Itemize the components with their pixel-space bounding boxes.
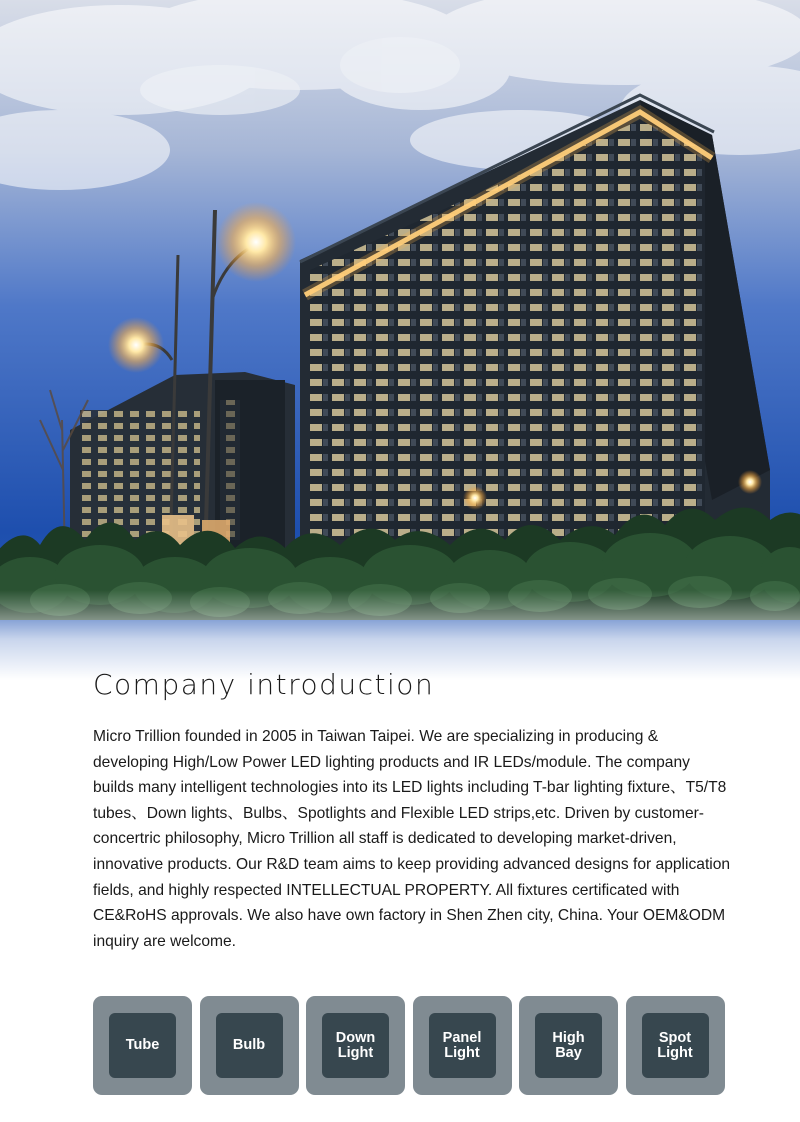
product-button-tube[interactable] <box>93 996 192 1095</box>
product-button-panel-light[interactable] <box>413 996 512 1095</box>
product-button-bulb[interactable] <box>200 996 299 1095</box>
product-label-spot-light: Spot Light <box>657 1029 693 1061</box>
product-nav <box>93 996 733 1096</box>
product-button-down-light[interactable] <box>306 996 405 1095</box>
page-title: Company introduction <box>93 668 435 701</box>
product-button-tube-inner[interactable] <box>109 1013 176 1078</box>
product-label-tube: Tube <box>125 1037 160 1053</box>
product-label-down-light: Down Light <box>335 1029 376 1061</box>
product-button-down-light-inner[interactable] <box>322 1013 389 1078</box>
product-button-high-bay[interactable] <box>519 996 618 1095</box>
company-intro-text: Micro Trillion founded in 2005 in Taiwan Taipei. We are specializing in producing & developing High/Low Power LED lighting products and IR LEDs/module. The company builds many intelligent technologies into its LED lights including T-bar lighting fixture、T5/T8 tubes、Down lights、Bulbs、Spotlights and Flexible LED strips,etc. Driven by customer-concertric philosophy, Micro Trillion all staff is dedicated to developing market-driven, innovative products. Our R&D team aims to keep providing advanced designs for application fields, and highly respected INTELLECTUAL PROPERTY. All fixtures certificated with CE&RoHS approvals. We also have own factory in Shen Zhen city, China. Your OEM&ODM inquiry are welcome. <box>93 728 731 950</box>
product-label-bulb: Bulb <box>232 1037 266 1053</box>
product-button-bulb-inner[interactable] <box>216 1013 283 1078</box>
product-label-panel-light: Panel Light <box>442 1029 482 1061</box>
product-button-spot-light[interactable] <box>626 996 725 1095</box>
product-button-high-bay-inner[interactable] <box>535 1013 602 1078</box>
product-button-spot-light-inner[interactable] <box>642 1013 709 1078</box>
product-label-high-bay: High Bay <box>552 1029 585 1061</box>
product-button-panel-light-inner[interactable] <box>429 1013 496 1078</box>
